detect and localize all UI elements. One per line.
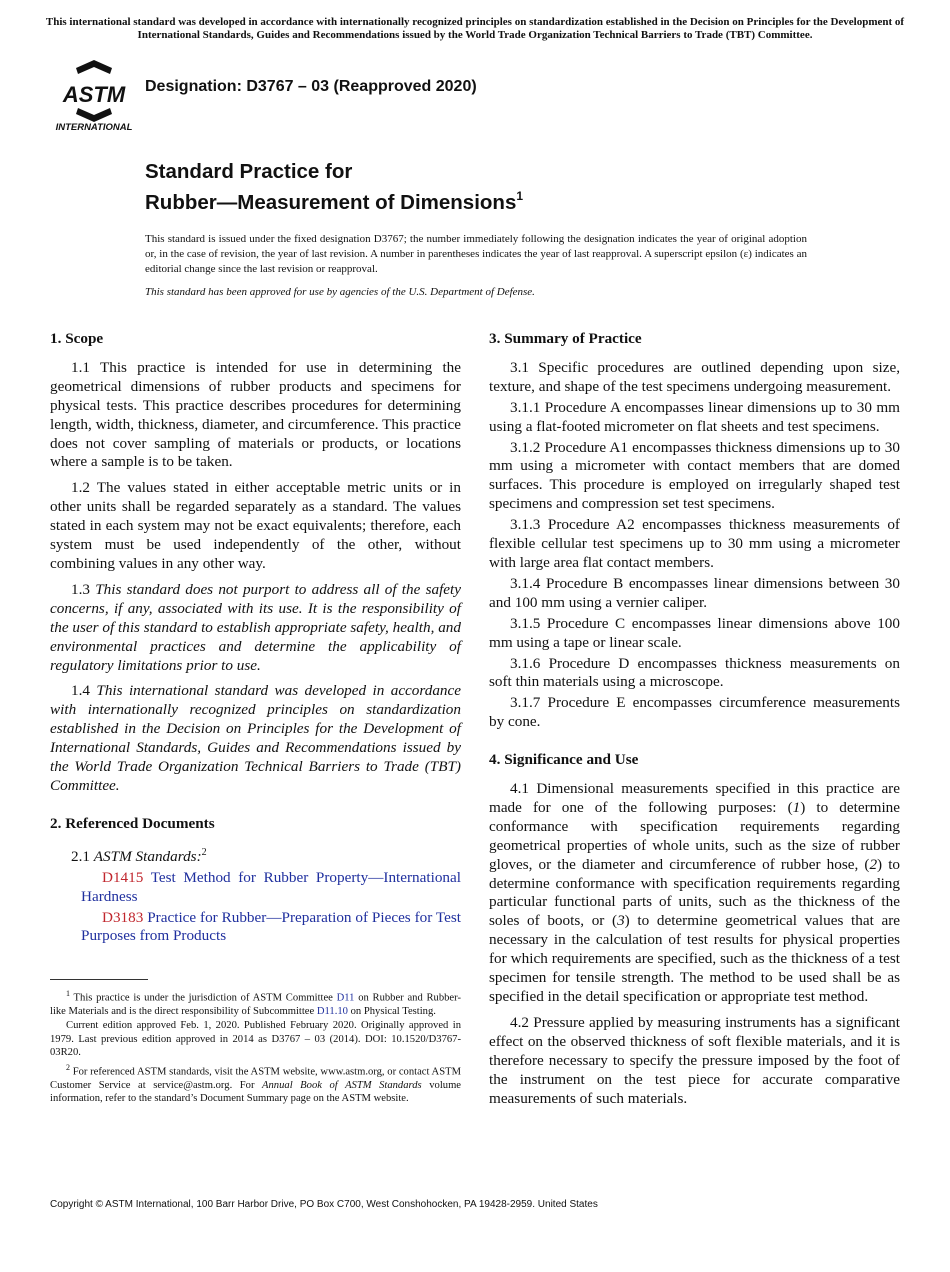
- reference-item-d1415[interactable]: D1415 Test Method for Rubber Property—International Hardness: [81, 868, 461, 905]
- significance-heading: 4. Significance and Use: [489, 751, 639, 769]
- copyright: Copyright © ASTM International, 100 Barr Harbor Drive, PO Box C700, West Conshohocken, PA 19428-2959. United States: [50, 1199, 598, 1210]
- edition-note: Current edition approved Feb. 1, 2020. Published February 2020. Originally approved in 1979. Last previous edition approved in 2014 as D3767 – 03 (2014). DOI: 10.1520/D3767-03R20.: [50, 1020, 461, 1059]
- para-3-1-4: 3.1.4 Procedure B encompasses linear dimensions between 30 and 100 mm using a vernier caliper.: [489, 574, 900, 611]
- para-1-1: 1.1 This practice is intended for use in determining the geometrical dimensions of rubber products and specimens for physical tests. This practice describes procedures for determining length, width, thickness, diameter, and circumference. This practice does not cover sampling of materials or products, or locations where a sample is to be taken.: [50, 358, 461, 471]
- para-4-1: 4.1 Dimensional measurements specified in this practice are made for one of the following purposes: (1) to determine conformance with specification requirements regarding geometrical properties of whole units, such as the size of rubber gloves, or the diameter and circumference of rubber hose, (2) to determine conformance with specification requirements regarding particular functional parts of units, such as the thickness of the soles of boots, or (3) to determine geometrical values that are necessary in the calculation of test results for physical properties for which requirements are specified, such as the thickness of a test specimen for tensile strength. The method to be used shall be as specified in the detail specification or appropriate test method.: [489, 780, 901, 1005]
- subcommittee-link[interactable]: D11.10: [316, 1005, 348, 1017]
- committee-link[interactable]: D11: [336, 992, 355, 1004]
- right-column: [489, 330, 900, 1108]
- para-3-1-2: 3.1.2 Procedure A1 encompasses thickness dimensions up to 30 mm using a micrometer with contact members that are domed surfaces. This procedure is employed on irregularly shaped test specimens and compression set test specimens.: [489, 438, 900, 513]
- top-notice: This international standard was developed in accordance with internationally recognized principles on standardization established in the Decision on Principles for the Development of International Standards, Guides and Recommendations issued by the World Trade Organization Technical Barriers to Trade (TBT) Committee.: [45, 16, 905, 41]
- logo-mark: ASTM: [62, 82, 126, 107]
- para-3-1: 3.1 Specific procedures are outlined depending upon size, texture, and shape of the test specimens undergoing measurement.: [489, 358, 900, 395]
- references-heading: 2. Referenced Documents: [50, 814, 215, 832]
- footnote-1: $^1$ This practice is under the jurisdiction of ASTM Committee D11 on Rubber and Rubber-like Materials and is the direct responsibility of Subcommittee D11.10 on Physical Testing.: [50, 989, 461, 1017]
- para-1-4: 1.4 This international standard was developed in accordance with internationally recognized principles on standardization established in the Decision on Principles for the Development of International Standards, Guides and Recommendations issued by the World Trade Organization Technical Barriers to Trade (TBT) Committee.: [50, 682, 461, 794]
- summary-heading: 3. Summary of Practice: [489, 330, 642, 347]
- left-column: [50, 330, 461, 946]
- para-3-1-7: 3.1.7 Procedure E encompasses circumference measurements by cone.: [489, 694, 900, 731]
- astm-logo-icon: [52, 56, 136, 132]
- scope-heading: 1. Scope: [50, 330, 104, 347]
- title-footnote-mark: 1: [516, 189, 524, 203]
- para-4-2: 4.2 Pressure applied by measuring instruments has a significant effect on the observed thickness of soft flexible materials, and it is therefore necessary to specify the pressure imposed by the foot of the instrument on the test piece for accurate comparative measurements of such materials.: [489, 1013, 900, 1107]
- footnotes: [50, 987, 461, 1105]
- issued-note: This standard is issued under the fixed designation D3767; the number immediately following the designation indicates the year of original adoption or, in the case of revision, the year of last revision. A number in parentheses indicates the year of last reapproval. A superscript epsilon (ε) indicates an editorial change since the last revision or reapproval.: [145, 233, 807, 275]
- para-3-1-3: 3.1.3 Procedure A2 encompasses thickness measurements of flexible cellular test specimens up to 30 mm using a micrometer with large area flat contact members.: [489, 516, 900, 571]
- title-line-2: Rubber—Measurement of Dimensions$^1$: [145, 189, 524, 214]
- para-3-1-1: 3.1.1 Procedure A encompasses linear dimensions up to 30 mm using a flat-footed micrometer on flat sheets and test specimens.: [489, 398, 900, 435]
- title-line-1: Standard Practice for: [145, 160, 353, 183]
- para-3-1-6: 3.1.6 Procedure D encompasses thickness measurements on soft thin materials using a microscope.: [489, 654, 900, 691]
- reference-item-d3183[interactable]: D3183 Practice for Rubber—Preparation of Pieces for Test Purposes from Products: [81, 908, 462, 945]
- para-3-1-5: 3.1.5 Procedure C encompasses linear dimensions above 100 mm using a tape or linear scale.: [489, 614, 900, 651]
- designation: Designation: D3767 – 03 (Reapproved 2020): [145, 78, 477, 95]
- para-1-3: 1.3 This standard does not purport to address all of the safety concerns, if any, associated with its use. It is the responsibility of the user of this standard to establish appropriate safety, health, and environmental practices and determine the applicability of regulatory limitations prior to use.: [50, 580, 461, 674]
- footnote-divider: [50, 979, 148, 980]
- footnote-2: $^2$ For referenced ASTM standards, visit the ASTM website, www.astm.org, or contact ASTM Customer Service at service@astm.org. For Annual Book of ASTM Standards volume information, refer to the standard’s Document Summary page on the ASTM website.: [50, 1062, 462, 1104]
- page-title: [145, 160, 523, 215]
- para-1-2: 1.2 The values stated in either acceptable metric units or in other units shall be regarded separately as a standard. The values stated in each system may not be exact equivalents; therefore, each system must be used independently of the other, without combining values in any other way.: [50, 479, 461, 572]
- dod-note: This standard has been approved for use by agencies of the U.S. Department of Defense.: [145, 286, 535, 298]
- logo-caption: INTERNATIONAL: [55, 122, 133, 132]
- para-2-1: 2.1 ASTM Standards:$^2$: [71, 846, 207, 865]
